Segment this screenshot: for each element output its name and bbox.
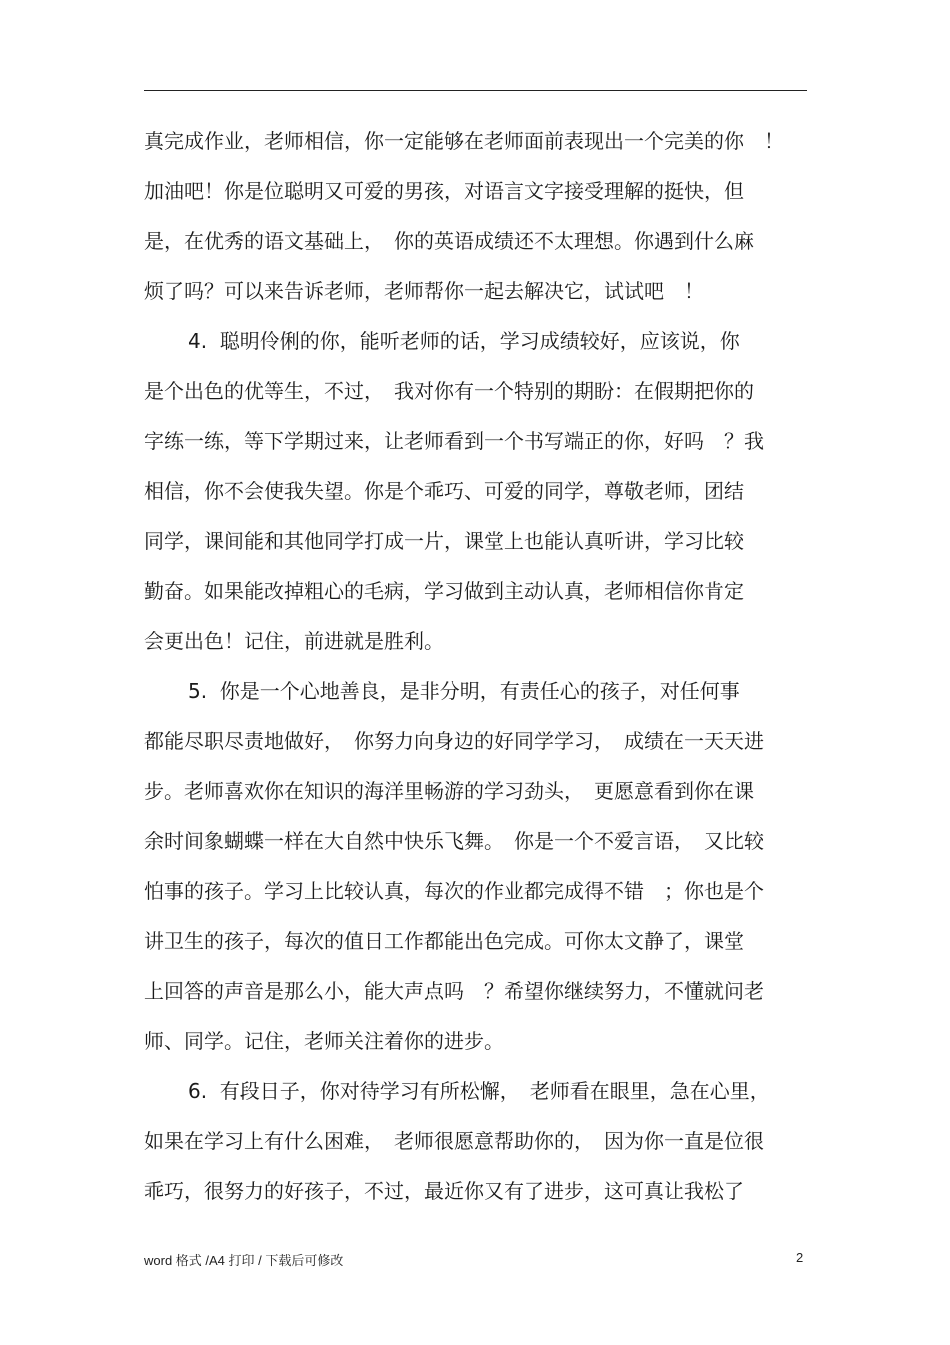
text-line: 是个出色的优等生，不过， 我对你有一个特别的期盼：在假期把你的 [144, 379, 754, 403]
text-line: 乖巧，很努力的好孩子，不过，最近你又有了进步，这可真让我松了 [144, 1179, 744, 1203]
text-line: 步。老师喜欢你在知识的海洋里畅游的学习劲头， 更愿意看到你在课 [144, 779, 754, 803]
paragraph-start-5: 5. 你是一个心地善良，是非分明，有责任心的孩子，对任何事 [188, 679, 740, 703]
text-line: 都能尽职尽责地做好， 你努力向身边的好同学学习， 成绩在一天天进 [144, 729, 764, 753]
text-line: 勤奋。如果能改掉粗心的毛病，学习做到主动认真，老师相信你肯定 [144, 579, 744, 603]
text-line: 加油吧！你是位聪明又可爱的男孩，对语言文字接受理解的挺快，但 [144, 179, 744, 203]
text-line: 师、同学。记住，老师关注着你的进步。 [144, 1029, 504, 1053]
footer-note: word 格式 /A4 打印 / 下载后可修改 [144, 1253, 344, 1268]
text-line: 同学，课间能和其他同学打成一片，课堂上也能认真听讲，学习比较 [144, 529, 744, 553]
text-line: 相信，你不会使我失望。你是个乖巧、可爱的同学，尊敬老师，团结 [144, 479, 744, 503]
paragraph-start-6: 6. 有段日子，你对待学习有所松懈， 老师看在眼里，急在心里， [188, 1079, 770, 1103]
text-line: 烦了吗？可以来告诉老师，老师帮你一起去解决它，试试吧 ！ [144, 279, 704, 303]
page-number: 2 [796, 1250, 804, 1265]
text-line: 余时间象蝴蝶一样在大自然中快乐飞舞。 你是一个不爱言语， 又比较 [144, 829, 764, 853]
text-line: 怕事的孩子。学习上比较认真，每次的作业都完成得不错 ；你也是个 [144, 879, 764, 903]
text-line: 是，在优秀的语文基础上， 你的英语成绩还不太理想。你遇到什么麻 [144, 229, 754, 253]
paragraph-start-4: 4. 聪明伶俐的你，能听老师的话，学习成绩较好，应该说，你 [188, 329, 740, 353]
body-text [144, 116, 809, 1216]
header-rule [144, 90, 807, 91]
text-line: 讲卫生的孩子，每次的值日工作都能出色完成。可你太文静了，课堂 [144, 929, 744, 953]
text-line: 会更出色！记住，前进就是胜利。 [144, 629, 444, 653]
text-line: 字练一练，等下学期过来，让老师看到一个书写端正的你，好吗 ？我 [144, 429, 764, 453]
text-line: 上回答的声音是那么小，能大声点吗 ？希望你继续努力，不懂就问老 [144, 979, 764, 1003]
text-line: 真完成作业，老师相信，你一定能够在老师面前表现出一个完美的你 ！ [144, 129, 784, 153]
text-line: 如果在学习上有什么困难， 老师很愿意帮助你的， 因为你一直是位很 [144, 1129, 764, 1153]
